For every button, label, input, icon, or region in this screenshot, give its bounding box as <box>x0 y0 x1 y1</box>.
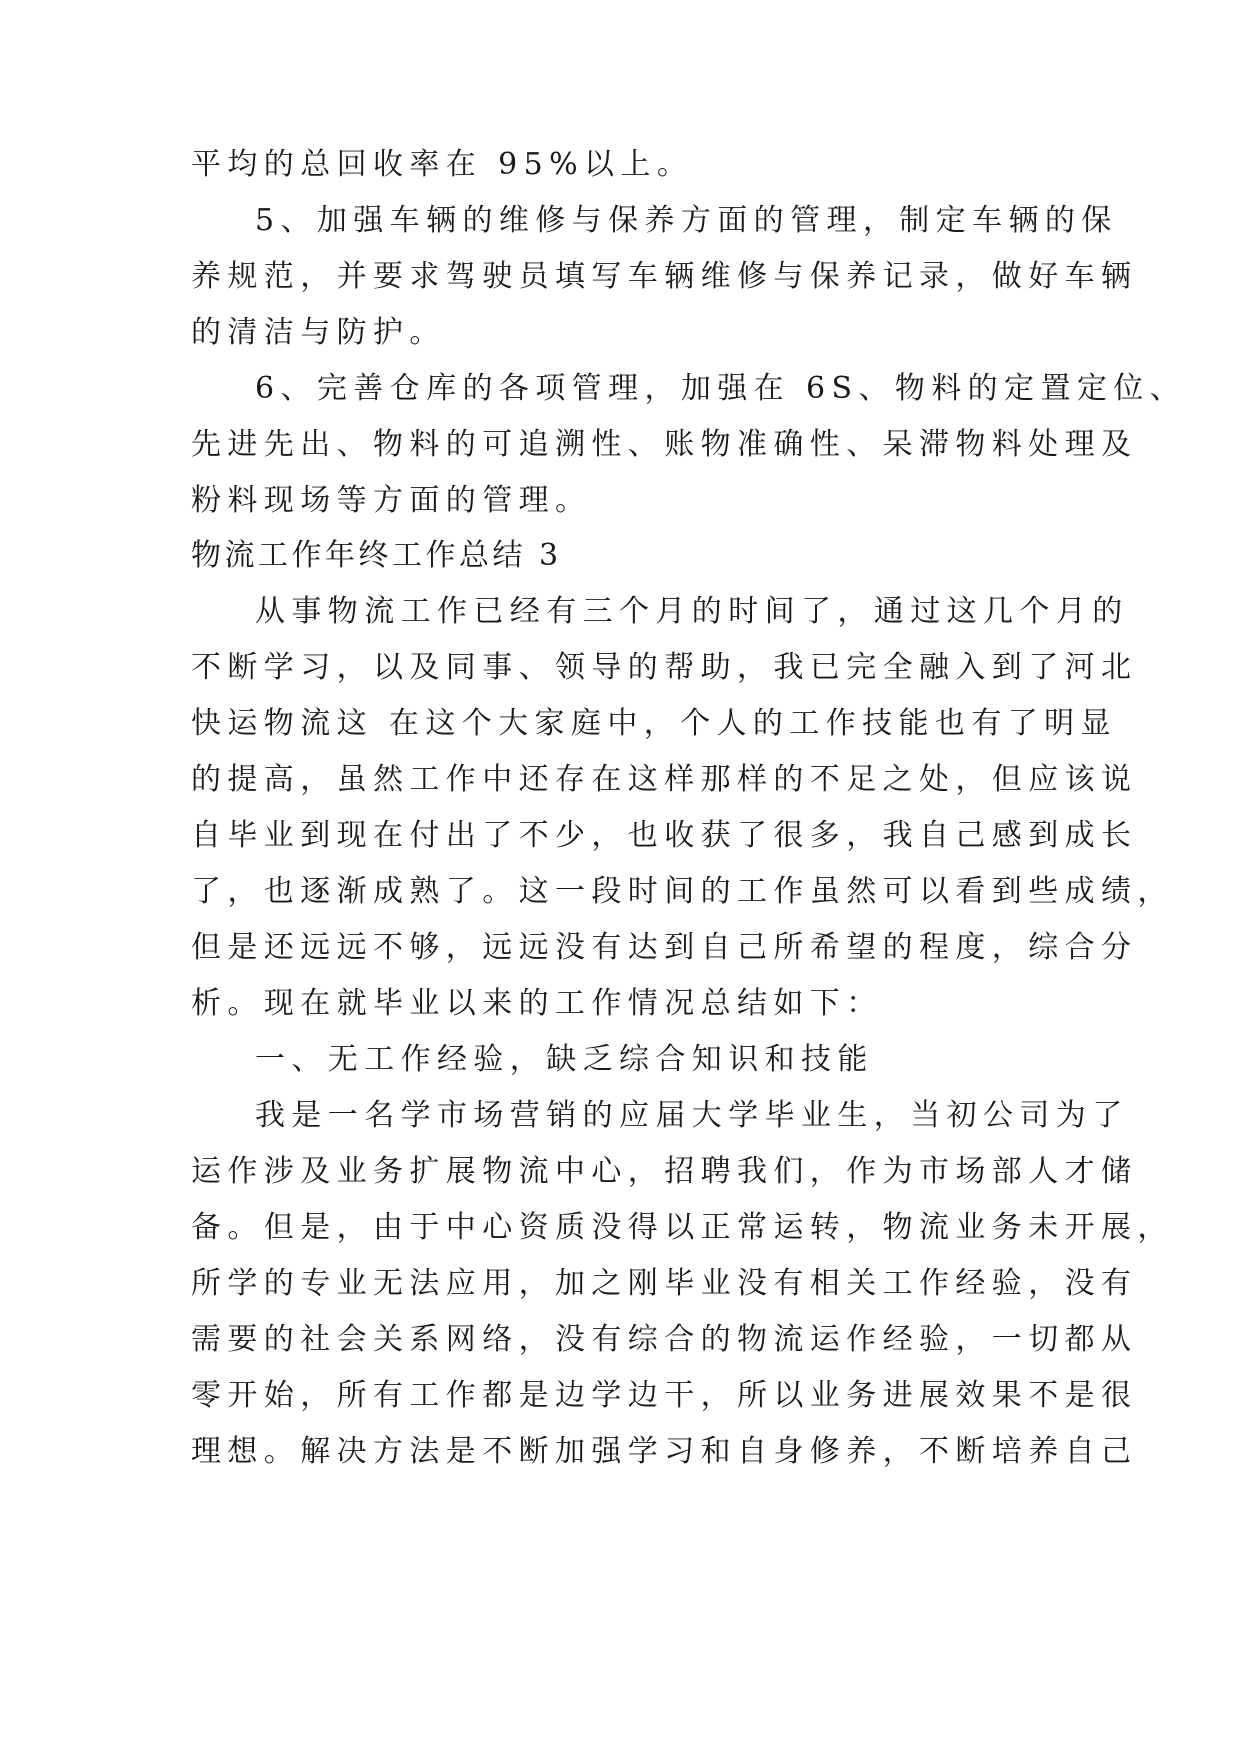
text-line: 自毕业到现在付出了不少，也收获了很多，我自己感到成长 <box>191 818 1138 853</box>
text-line: 运作涉及业务扩展物流中心，招聘我们，作为市场部人才储 <box>191 1154 1138 1189</box>
text-line: 快运物流这 在这个大家庭中，个人的工作技能也有了明显 <box>191 706 1117 741</box>
paragraph-start: 从事物流工作已经有三个月的时间了，通过这几个月的 <box>255 594 1129 629</box>
text-line: 的清洁与防护。 <box>191 315 446 350</box>
text-line: 养规范，并要求驾驶员填写车辆维修与保养记录，做好车辆 <box>191 259 1138 294</box>
text-line: 理想。解决方法是不断加强学习和自身修养，不断培养自己 <box>191 1434 1138 1469</box>
list-item-5: 5、加强车辆的维修与保养方面的管理，制定车辆的保 <box>255 203 1118 238</box>
text-line: 析。现在就毕业以来的工作情况总结如下： <box>191 986 883 1021</box>
text-line: 需要的社会关系网络，没有综合的物流运作经验，一切都从 <box>191 1322 1138 1357</box>
text-line: 平均的总回收率在 95%以上。 <box>191 147 694 182</box>
text-line: 先进先出、物料的可追溯性、账物准确性、呆滞物料处理及 <box>191 427 1138 462</box>
list-item-6: 6、完善仓库的各项管理，加强在 6S、物料的定置定位、 <box>255 371 1187 406</box>
text-line: 的提高，虽然工作中还存在这样那样的不足之处，但应该说 <box>191 762 1138 797</box>
text-line: 粉料现场等方面的管理。 <box>191 483 592 518</box>
text-line: 不断学习，以及同事、领导的帮助，我已完全融入到了河北 <box>191 650 1138 685</box>
text-line: 备。但是，由于中心资质没得以正常运转，物流业务未开展， <box>191 1210 1174 1245</box>
subheading: 一、无工作经验，缺乏综合知识和技能 <box>255 1042 874 1077</box>
paragraph-start: 我是一名学市场营销的应届大学毕业生，当初公司为了 <box>255 1098 1129 1133</box>
section-heading: 物流工作年终工作总结 3 <box>191 538 562 573</box>
text-line: 但是还远远不够，远远没有达到自己所希望的程度，综合分 <box>191 930 1138 965</box>
text-line: 了，也逐渐成熟了。这一段时间的工作虽然可以看到些成绩， <box>191 874 1174 909</box>
text-line: 所学的专业无法应用，加之刚毕业没有相关工作经验，没有 <box>191 1266 1138 1301</box>
text-line: 零开始，所有工作都是边学边干，所以业务进展效果不是很 <box>191 1378 1138 1413</box>
